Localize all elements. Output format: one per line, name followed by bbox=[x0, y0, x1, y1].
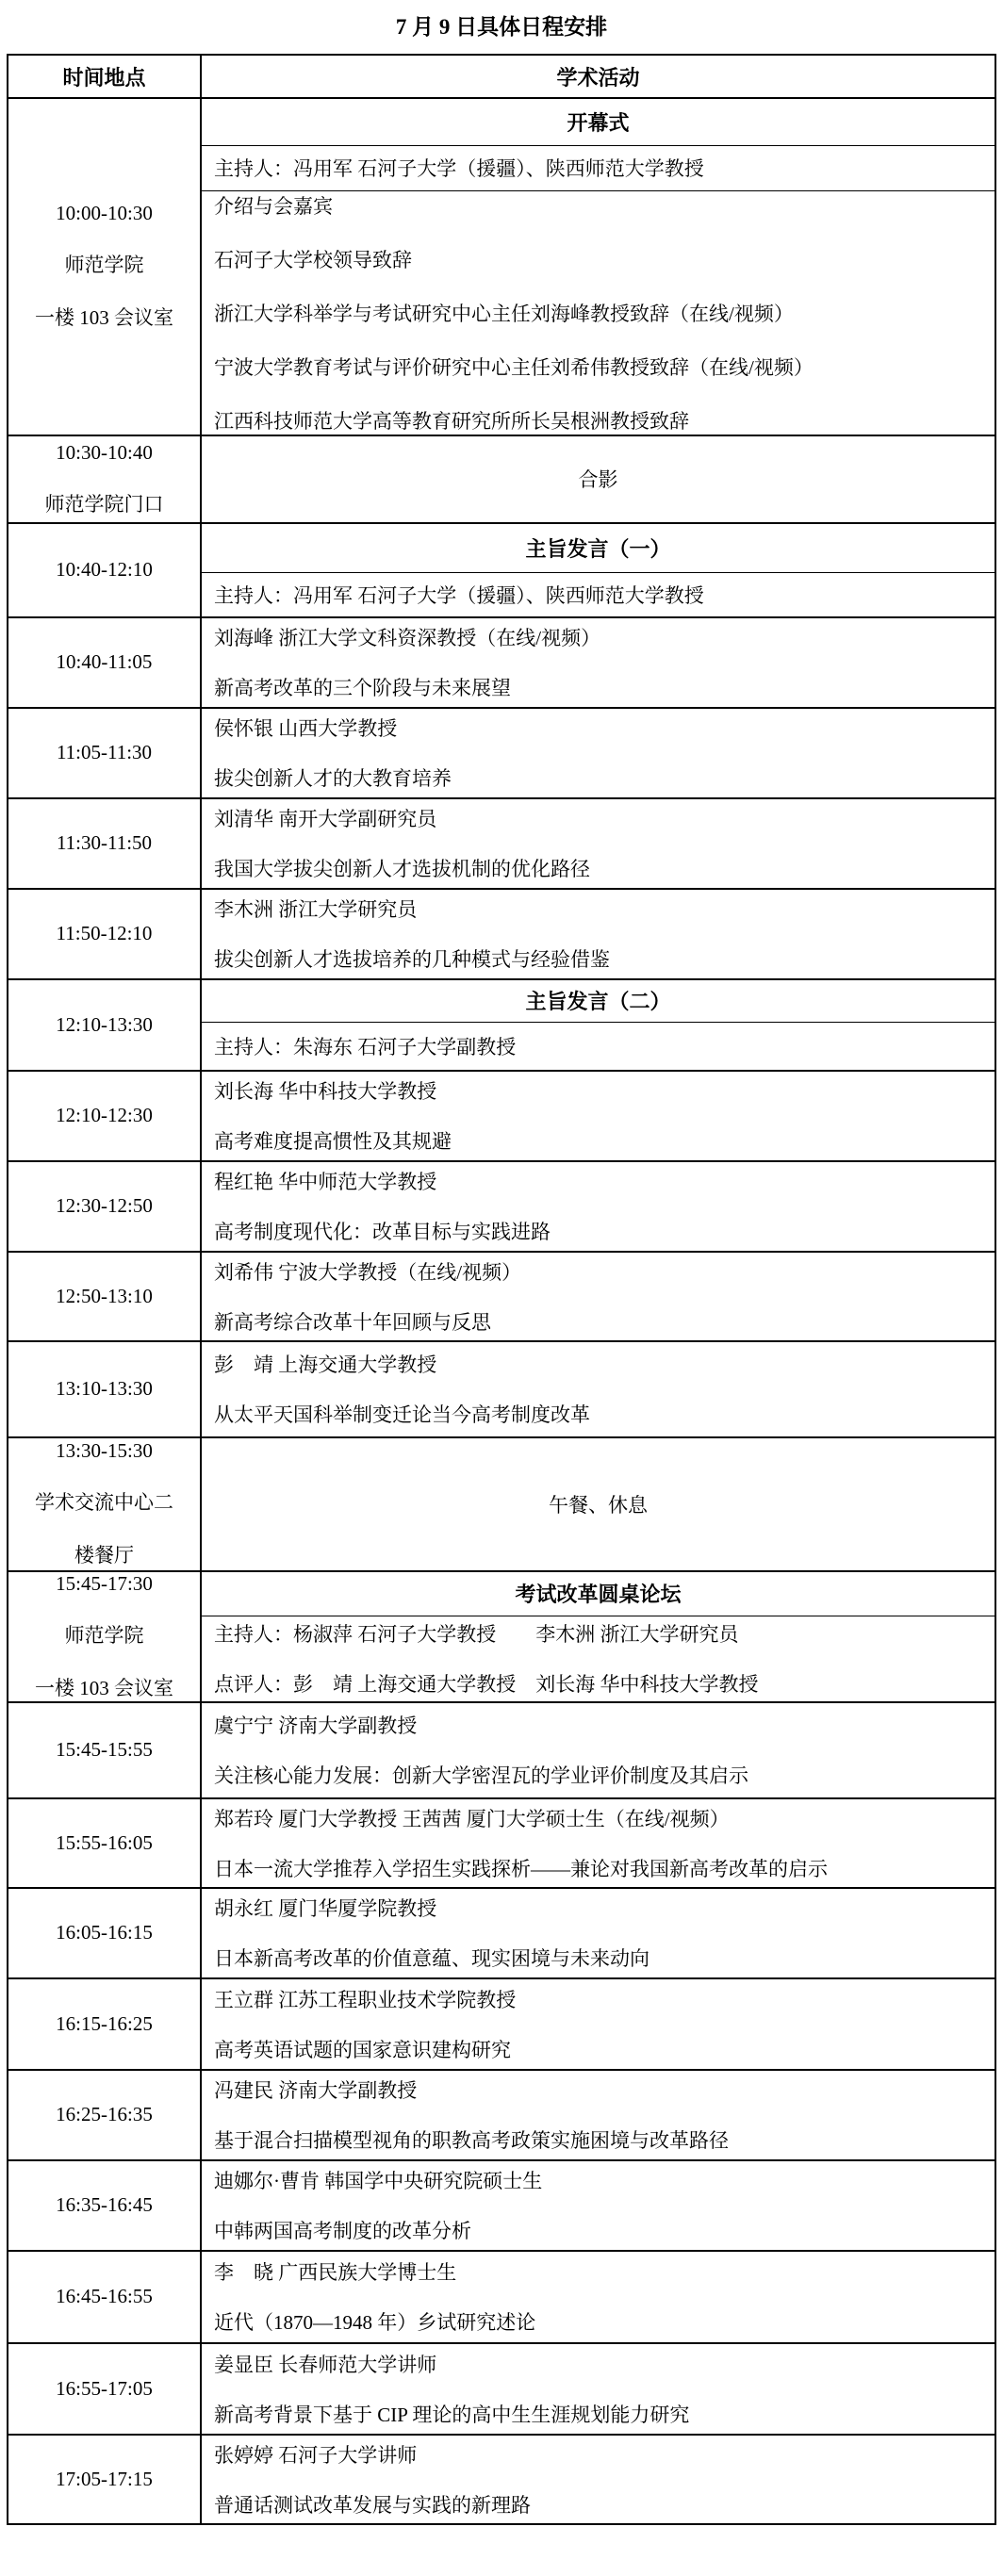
time-range: 10:40-12:10 bbox=[56, 558, 153, 581]
session-title-roundtable: 考试改革圆桌论坛 bbox=[201, 1571, 995, 1616]
topic-line: 我国大学拔尖创新人才选拔机制的优化路径 bbox=[214, 858, 590, 880]
topic-line: 近代（1870—1948 年）乡试研究述论 bbox=[214, 2311, 536, 2334]
col-header-activity: 学术活动 bbox=[556, 65, 640, 90]
activity-cell bbox=[201, 1616, 995, 1702]
speaker-line: 刘海峰 浙江大学文科资深教授（在线/视频） bbox=[214, 627, 601, 649]
activity-cell bbox=[201, 2070, 995, 2160]
session-title-keynote1: 主旨发言（一） bbox=[201, 523, 995, 573]
activity-cell bbox=[201, 1702, 995, 1798]
topic-line: 基于混合扫描模型视角的职教高考政策实施困境与改革路径 bbox=[214, 2129, 729, 2152]
location-line: 一楼 103 会议室 bbox=[35, 306, 173, 330]
talk-row bbox=[8, 889, 995, 979]
time-cell: 11:30-11:50 bbox=[8, 798, 201, 889]
topic-line: 新高考改革的三个阶段与未来展望 bbox=[214, 677, 511, 699]
time-cell bbox=[8, 1437, 201, 1571]
talk-row bbox=[8, 2160, 995, 2251]
host-line: 主持人：冯用军 石河子大学（援疆）、陕西师范大学教授 bbox=[201, 573, 995, 617]
time-range: 12:10-13:30 bbox=[56, 1012, 153, 1036]
host-line: 主持人：杨淑萍 石河子大学教授 李木洲 浙江大学研究员 bbox=[214, 1623, 739, 1647]
speaker-line: 冯建民 济南大学副教授 bbox=[214, 2079, 418, 2102]
host-line: 主持人：朱海东 石河子大学副教授 bbox=[201, 1023, 995, 1071]
session-title-opening: 开幕式 bbox=[201, 98, 995, 145]
time-cell: 16:05-16:15 bbox=[8, 1888, 201, 1978]
activity-cell bbox=[201, 2343, 995, 2435]
location-line: 学术交流中心二 bbox=[35, 1491, 173, 1514]
location-line: 师范学院 bbox=[64, 254, 144, 277]
table-header-row bbox=[8, 55, 995, 98]
schedule-table bbox=[7, 54, 996, 2525]
time-cell: 16:35-16:45 bbox=[8, 2160, 201, 2251]
time-cell bbox=[8, 98, 201, 435]
activity-cell bbox=[201, 1978, 995, 2070]
agenda-item: 石河子大学校领导致辞 bbox=[214, 248, 412, 271]
host-line: 主持人：冯用军 石河子大学（援疆）、陕西师范大学教授 bbox=[201, 145, 995, 190]
talk-row bbox=[8, 1978, 995, 2070]
speaker-line: 胡永红 厦门华厦学院教授 bbox=[214, 1897, 437, 1920]
activity-cell bbox=[201, 1252, 995, 1341]
session-title-photo: 合影 bbox=[201, 435, 995, 523]
topic-line: 新高考综合改革十年回顾与反思 bbox=[214, 1310, 491, 1334]
talk-row bbox=[8, 2251, 995, 2343]
topic-line: 高考难度提高惯性及其规避 bbox=[214, 1130, 452, 1153]
talk-row bbox=[8, 2343, 995, 2435]
talk-row bbox=[8, 617, 995, 708]
activity-cell bbox=[201, 1071, 995, 1161]
speaker-line: 李 晓 广西民族大学博士生 bbox=[214, 2261, 457, 2284]
activity-cell bbox=[201, 190, 995, 435]
activity-cell bbox=[201, 2435, 995, 2524]
location-line: 师范学院 bbox=[64, 1623, 144, 1647]
time-cell bbox=[8, 435, 201, 523]
speaker-line: 郑若玲 厦门大学教授 王茜茜 厦门大学硕士生（在线/视频） bbox=[214, 1807, 730, 1830]
talk-row bbox=[8, 1071, 995, 1161]
topic-line: 日本新高考改革的价值意蕴、现实困境与未来动向 bbox=[214, 1947, 649, 1970]
time-range: 15:45-17:30 bbox=[56, 1571, 153, 1595]
talk-row bbox=[8, 708, 995, 798]
topic-line: 高考制度现代化：改革目标与实践进路 bbox=[214, 1221, 551, 1243]
topic-line: 日本一流大学推荐入学招生实践探析——兼论对我国新高考改革的启示 bbox=[214, 1857, 828, 1880]
time-cell: 11:50-12:10 bbox=[8, 889, 201, 979]
talk-row bbox=[8, 1888, 995, 1978]
session-row-opening bbox=[8, 98, 995, 145]
topic-line: 关注核心能力发展：创新大学密涅瓦的学业评价制度及其启示 bbox=[214, 1764, 748, 1787]
time-cell: 11:05-11:30 bbox=[8, 708, 201, 798]
time-cell: 16:25-16:35 bbox=[8, 2070, 201, 2160]
time-cell: 16:45-16:55 bbox=[8, 2251, 201, 2343]
speaker-line: 虞宁宁 济南大学副教授 bbox=[214, 1715, 418, 1737]
time-cell: 15:45-15:55 bbox=[8, 1702, 201, 1798]
topic-line: 从太平天国科举制变迁论当今高考制度改革 bbox=[214, 1403, 590, 1426]
session-row-lunch bbox=[8, 1437, 995, 1571]
activity-cell bbox=[201, 1888, 995, 1978]
time-cell bbox=[8, 979, 201, 1071]
activity-cell bbox=[201, 2251, 995, 2343]
col-header-time: 时间地点 bbox=[8, 55, 201, 98]
talk-row bbox=[8, 798, 995, 889]
location-line: 师范学院门口 bbox=[44, 492, 164, 516]
speaker-line: 刘清华 南开大学副研究员 bbox=[214, 808, 437, 830]
topic-line: 拔尖创新人才的大教育培养 bbox=[214, 767, 452, 790]
time-range: 10:30-10:40 bbox=[56, 440, 153, 464]
time-cell: 16:55-17:05 bbox=[8, 2343, 201, 2435]
time-cell: 12:50-13:10 bbox=[8, 1252, 201, 1341]
session-row-keynote1 bbox=[8, 523, 995, 573]
time-cell: 16:15-16:25 bbox=[8, 1978, 201, 2070]
activity-cell bbox=[201, 798, 995, 889]
time-cell bbox=[8, 523, 201, 617]
topic-line: 普通话测试改革发展与实践的新理路 bbox=[214, 2493, 531, 2517]
topic-line: 新高考背景下基于 CIP 理论的高中生生涯规划能力研究 bbox=[214, 2403, 690, 2426]
location-line: 一楼 103 会议室 bbox=[35, 1676, 173, 1699]
talk-row bbox=[8, 2070, 995, 2160]
speaker-line: 迪娜尔·曹肯 韩国学中央研究院硕士生 bbox=[214, 2170, 543, 2192]
activity-cell bbox=[201, 708, 995, 798]
commentator-line: 点评人：彭 靖 上海交通大学教授 刘长海 华中科技大学教授 bbox=[214, 1673, 759, 1697]
topic-line: 中韩两国高考制度的改革分析 bbox=[214, 2220, 471, 2242]
speaker-line: 李木洲 浙江大学研究员 bbox=[214, 898, 418, 921]
time-range: 10:00-10:30 bbox=[56, 202, 153, 225]
page-title: 7 月 9 日具体日程安排 bbox=[395, 15, 608, 39]
time-cell bbox=[8, 1571, 201, 1702]
talk-row bbox=[8, 2435, 995, 2524]
session-row-photo bbox=[8, 435, 995, 523]
speaker-line: 侯怀银 山西大学教授 bbox=[214, 717, 398, 740]
session-row-roundtable bbox=[8, 1571, 995, 1616]
activity-cell bbox=[201, 1798, 995, 1888]
talk-row bbox=[8, 1161, 995, 1252]
speaker-line: 刘长海 华中科技大学教授 bbox=[214, 1080, 437, 1103]
session-title-keynote2: 主旨发言（二） bbox=[201, 979, 995, 1023]
activity-cell bbox=[201, 889, 995, 979]
speaker-line: 姜显臣 长春师范大学讲师 bbox=[214, 2353, 437, 2376]
talk-row bbox=[8, 1341, 995, 1437]
speaker-line: 彭 靖 上海交通大学教授 bbox=[214, 1354, 437, 1376]
speaker-line: 张婷婷 石河子大学讲师 bbox=[214, 2443, 418, 2467]
session-title-lunch: 午餐、休息 bbox=[201, 1437, 995, 1571]
time-cell: 17:05-17:15 bbox=[8, 2435, 201, 2524]
speaker-line: 王立群 江苏工程职业技术学院教授 bbox=[214, 1988, 517, 2011]
time-cell: 12:10-12:30 bbox=[8, 1071, 201, 1161]
time-cell: 10:40-11:05 bbox=[8, 617, 201, 708]
talk-row bbox=[8, 1702, 995, 1798]
time-cell: 15:55-16:05 bbox=[8, 1798, 201, 1888]
talk-row bbox=[8, 1252, 995, 1341]
activity-cell bbox=[201, 2160, 995, 2251]
activity-cell bbox=[201, 617, 995, 708]
activity-cell bbox=[201, 1341, 995, 1437]
speaker-line: 刘希伟 宁波大学教授（在线/视频） bbox=[214, 1260, 522, 1284]
topic-line: 高考英语试题的国家意识建构研究 bbox=[214, 2038, 511, 2061]
activity-cell bbox=[201, 1161, 995, 1252]
agenda-item: 江西科技师范大学高等教育研究所所长吴根洲教授致辞 bbox=[214, 409, 689, 433]
time-cell: 13:10-13:30 bbox=[8, 1341, 201, 1437]
agenda-item: 介绍与会嘉宾 bbox=[214, 194, 333, 218]
agenda-item: 浙江大学科举学与考试研究中心主任刘海峰教授致辞（在线/视频） bbox=[214, 302, 794, 325]
location-line: 楼餐厅 bbox=[74, 1544, 134, 1567]
agenda-item: 宁波大学教育考试与评价研究中心主任刘希伟教授致辞（在线/视频） bbox=[214, 355, 814, 379]
topic-line: 拔尖创新人才选拔培养的几种模式与经验借鉴 bbox=[214, 948, 610, 971]
session-row-keynote2 bbox=[8, 979, 995, 1023]
talk-row bbox=[8, 1798, 995, 1888]
speaker-line: 程红艳 华中师范大学教授 bbox=[214, 1171, 437, 1193]
time-cell: 12:30-12:50 bbox=[8, 1161, 201, 1252]
time-range: 13:30-15:30 bbox=[56, 1439, 153, 1462]
